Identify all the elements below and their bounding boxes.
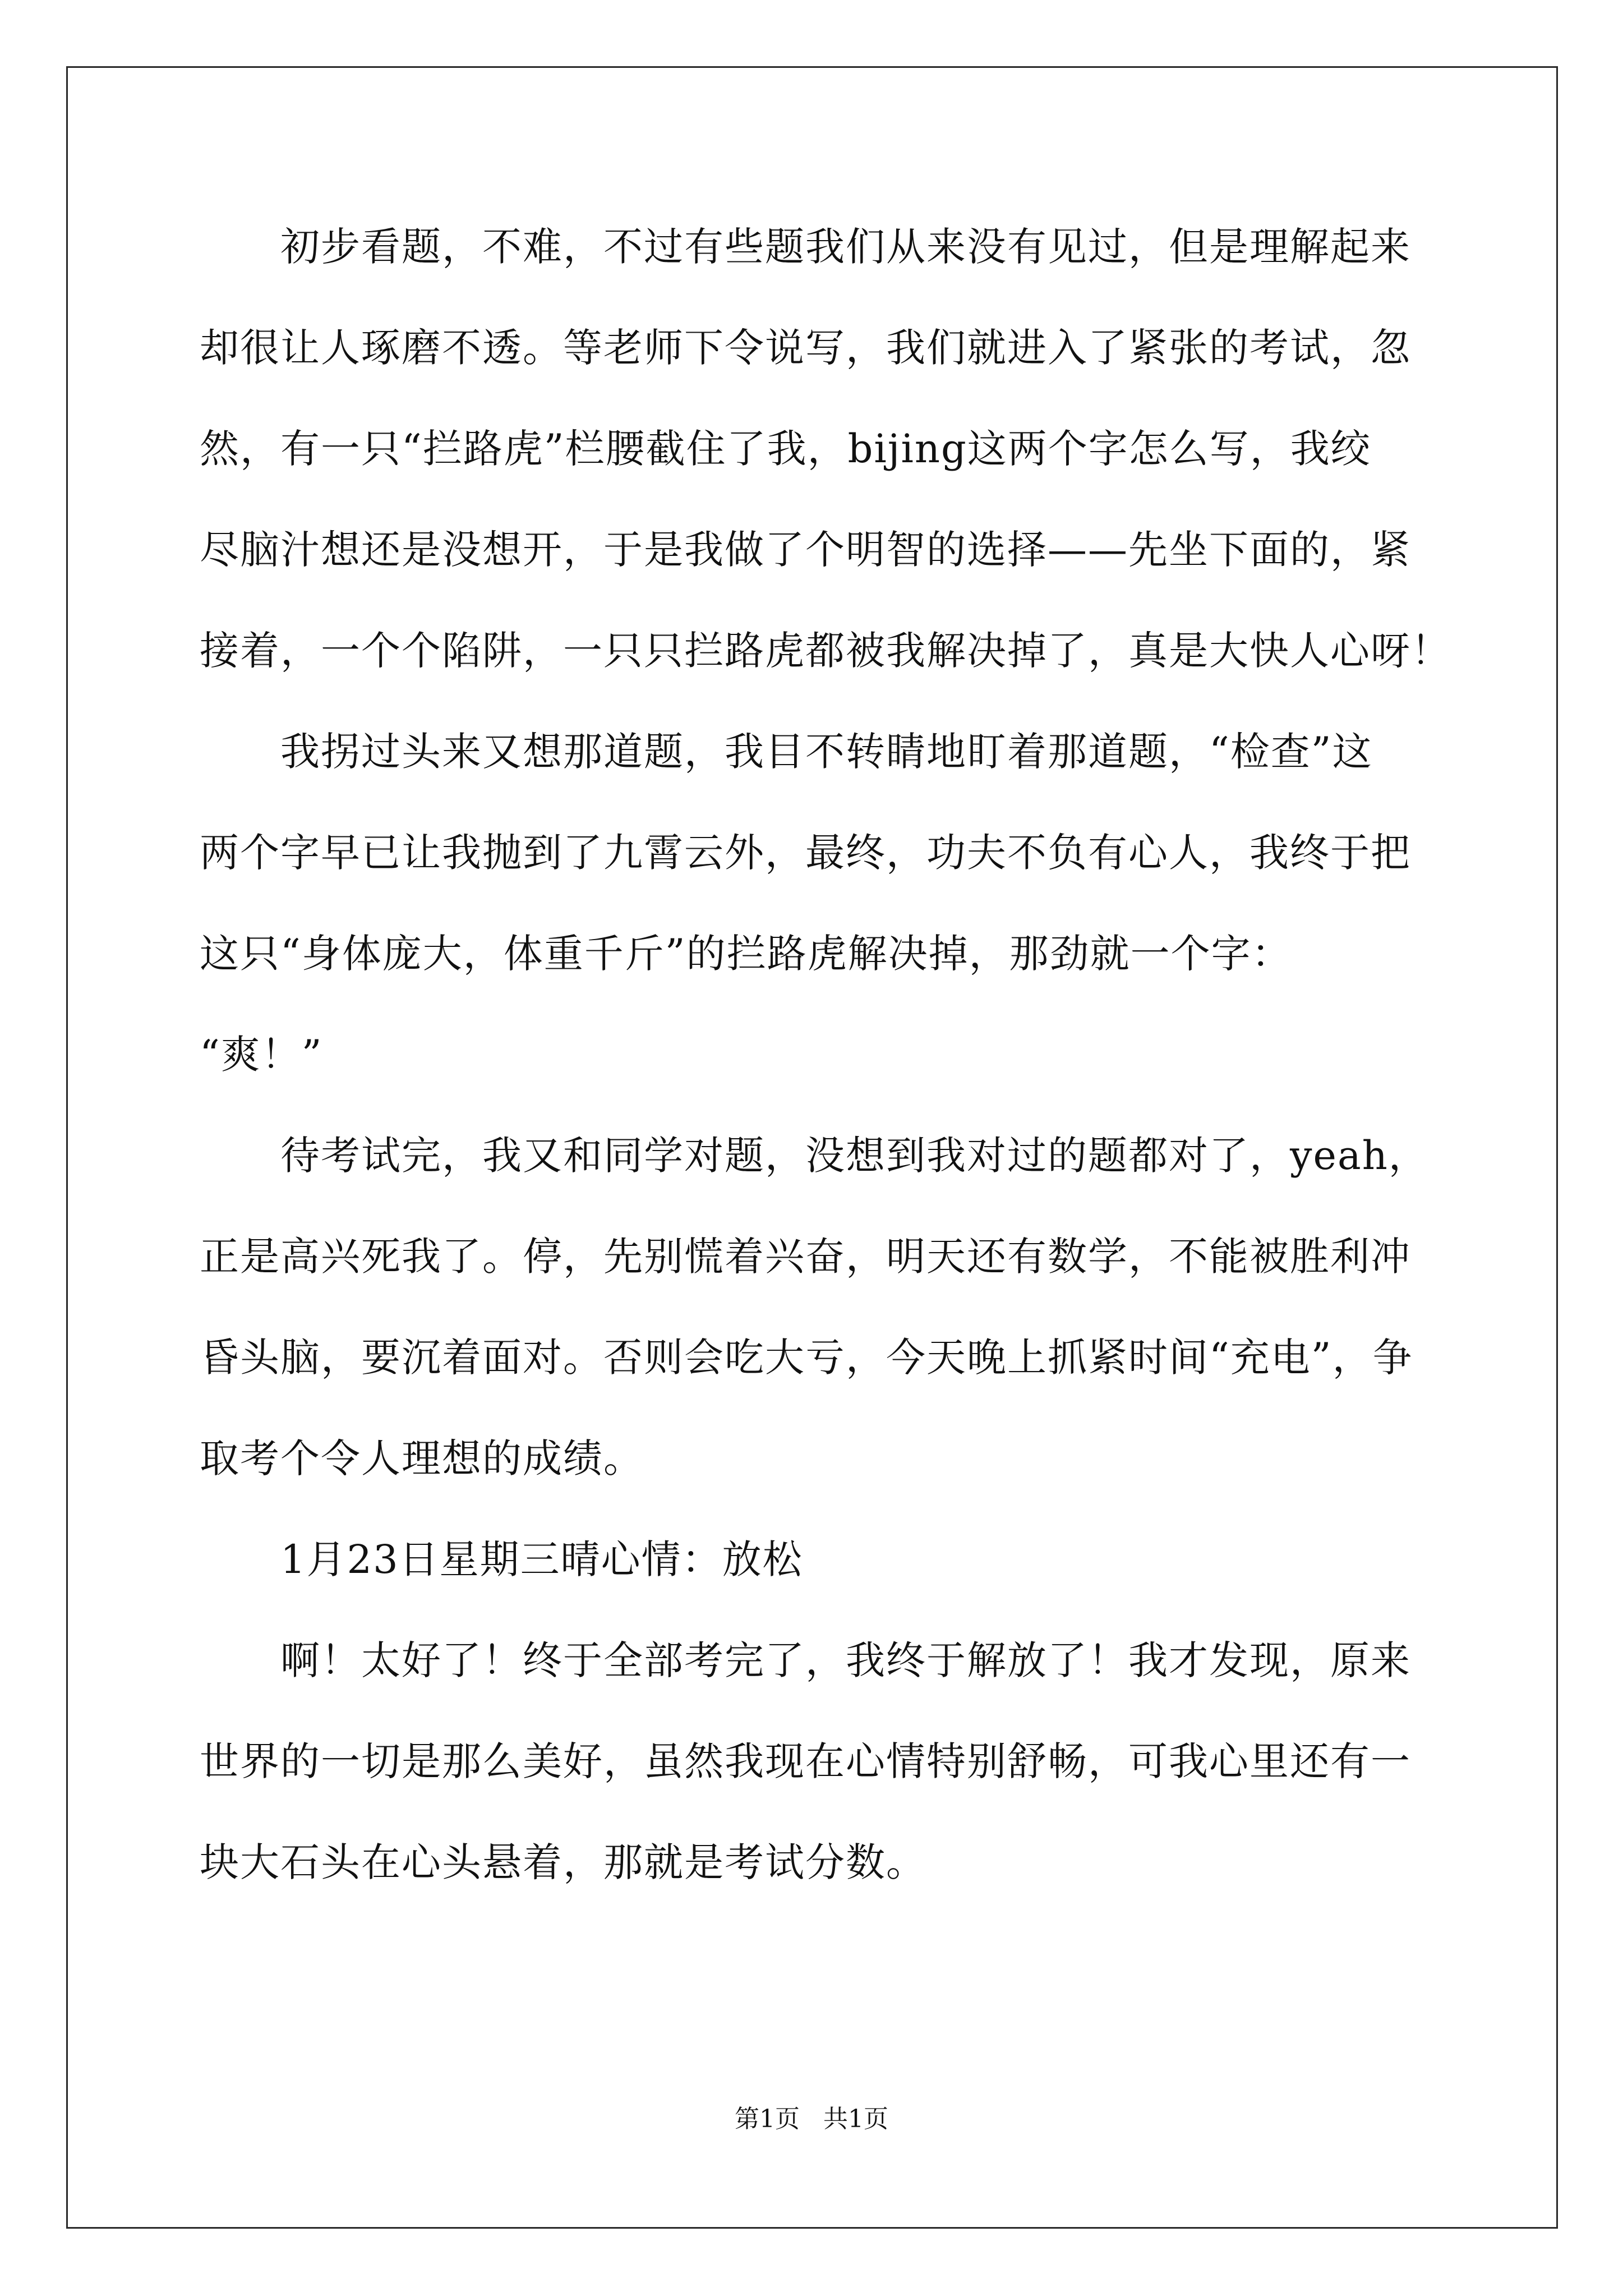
text-line: 啊！太好了！终于全部考完了，我终于解放了！我才发现，原来 [280, 1637, 1411, 1683]
text-line: “爽！” [200, 1032, 323, 1078]
text-line: 接着，一个个陷阱，一只只拦路虎都被我解决掉了，真是大快人心呀！ [200, 628, 1451, 674]
text-line: 块大石头在心头悬着，那就是考试分数。 [200, 1839, 926, 1885]
text-line: 我拐过头来又想那道题，我目不转睛地盯着那道题，“检查”这 [280, 729, 1373, 775]
text-line: 昏头脑，要沉着面对。否则会吃大亏，今天晚上抓紧时间“充电”，争 [200, 1335, 1413, 1381]
text-line: 待考试完，我又和同学对题，没想到我对过的题都对了，yeah， [280, 1133, 1429, 1179]
text-line: 正是高兴死我了。停，先别慌着兴奋，明天还有数学，不能被胜利冲 [200, 1234, 1411, 1280]
text-line: 却很让人琢磨不透。等老师下令说写，我们就进入了紧张的考试，忽 [200, 325, 1411, 371]
text-line: 取考个令人理想的成绩。 [200, 1435, 644, 1481]
text-line: 两个字早已让我抛到了九霄云外，最终，功夫不负有心人，我终于把 [200, 830, 1411, 876]
text-line: 然，有一只“拦路虎”栏腰截住了我，bijing这两个字怎么写，我绞 [200, 426, 1371, 472]
text-line: 世界的一切是那么美好，虽然我现在心情特别舒畅，可我心里还有一 [200, 1738, 1411, 1784]
text-line: 尽脑汁想还是没想开，于是我做了个明智的选择——先坐下面的，紧 [200, 527, 1411, 573]
date-heading: 1月23日星期三晴心情：放松 [280, 1536, 803, 1582]
page-number-footer: 第1页 共1页 [735, 2105, 888, 2133]
text-line: 初步看题，不难，不过有些题我们从来没有见过，但是理解起来 [280, 224, 1411, 270]
text-line: 这只“身体庞大，体重千斤”的拦路虎解决掉，那劲就一个字： [200, 931, 1292, 977]
